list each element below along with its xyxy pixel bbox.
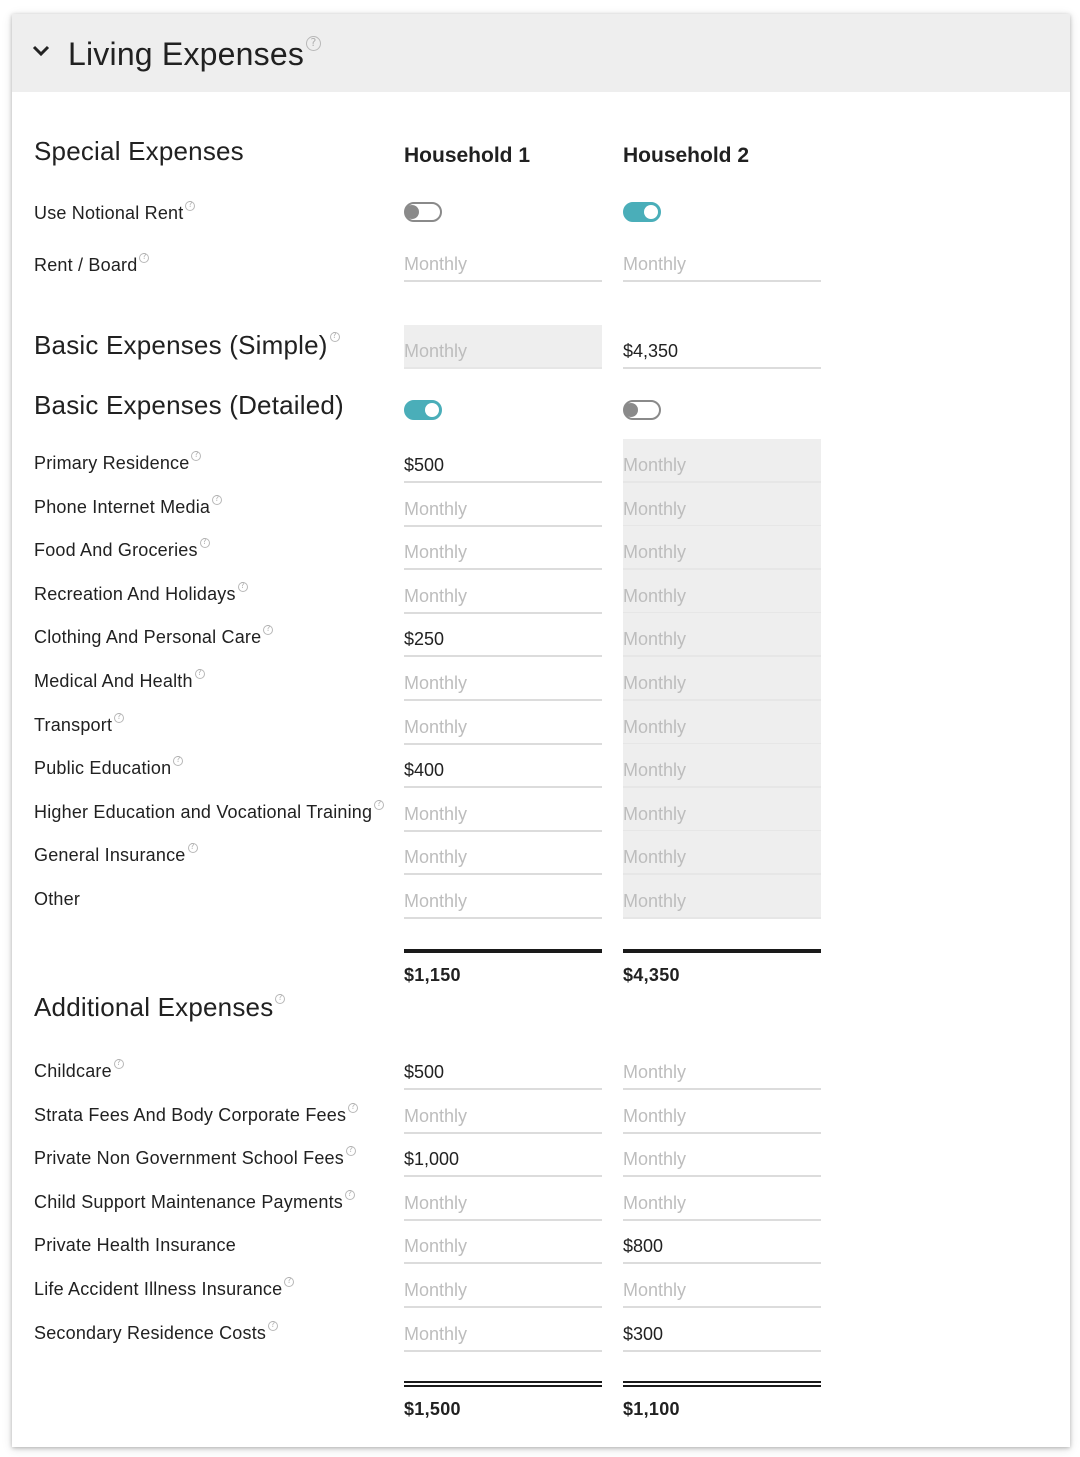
secondary-residence-costs-label: Secondary Residence Costs?	[34, 1323, 278, 1344]
help-icon[interactable]	[284, 1277, 294, 1287]
help-icon[interactable]	[114, 1059, 124, 1069]
additional-total-h1: $1,500	[404, 1399, 461, 1419]
higher-education-and-vocational-training-h2-input: Monthly	[623, 788, 821, 832]
help-icon[interactable]	[345, 1190, 355, 1200]
primary-residence-h2-input: Monthly	[623, 439, 821, 483]
basic-simple-title: Basic Expenses (Simple)?	[34, 330, 340, 361]
help-icon[interactable]	[173, 756, 183, 766]
private-non-government-school-fees-h1-input[interactable]: $1,000	[404, 1133, 602, 1177]
help-icon[interactable]	[185, 201, 195, 211]
basic-total-line-h1	[404, 949, 602, 953]
rent-board-h1-input[interactable]: Monthly	[404, 238, 602, 282]
primary-residence-label: Primary Residence?	[34, 453, 201, 474]
basic-simple-h1-input: Monthly	[404, 325, 602, 369]
notional-rent-toggle-h1[interactable]	[404, 202, 442, 222]
medical-and-health-h1-input[interactable]: Monthly	[404, 657, 602, 701]
additional-expenses-title: Additional Expenses?	[34, 992, 285, 1023]
transport-label: Transport?	[34, 715, 124, 736]
child-support-maintenance-payments-h2-input[interactable]: Monthly	[623, 1177, 821, 1221]
phone-internet-media-h2-input: Monthly	[623, 483, 821, 527]
clothing-and-personal-care-h1-input[interactable]: $250	[404, 613, 602, 657]
help-icon[interactable]	[139, 253, 149, 263]
child-support-maintenance-payments-h1-input[interactable]: Monthly	[404, 1177, 602, 1221]
food-and-groceries-h1-input[interactable]: Monthly	[404, 526, 602, 570]
clothing-and-personal-care-h2-input: Monthly	[623, 613, 821, 657]
rent-board-h2-input[interactable]: Monthly	[623, 238, 821, 282]
basic-detailed-toggle-h2[interactable]	[623, 400, 661, 420]
childcare-h2-input[interactable]: Monthly	[623, 1046, 821, 1090]
basic-total-h1: $1,150	[404, 965, 461, 985]
help-icon[interactable]	[238, 582, 248, 592]
recreation-and-holidays-label: Recreation And Holidays?	[34, 584, 248, 605]
recreation-and-holidays-h1-input[interactable]: Monthly	[404, 570, 602, 614]
private-health-insurance-h1-input[interactable]: Monthly	[404, 1220, 602, 1264]
help-icon[interactable]	[195, 669, 205, 679]
basic-detailed-title: Basic Expenses (Detailed)	[34, 390, 344, 420]
clothing-and-personal-care-label: Clothing And Personal Care?	[34, 627, 273, 648]
medical-and-health-h2-input: Monthly	[623, 657, 821, 701]
private-health-insurance-label: Private Health Insurance	[34, 1235, 236, 1256]
transport-h1-input[interactable]: Monthly	[404, 701, 602, 745]
childcare-label: Childcare?	[34, 1061, 124, 1082]
transport-h2-input: Monthly	[623, 701, 821, 745]
help-icon[interactable]	[188, 843, 198, 853]
recreation-and-holidays-h2-input: Monthly	[623, 570, 821, 614]
rent-board-label: Rent / Board?	[34, 255, 149, 276]
notional-rent-toggle-h2[interactable]	[623, 202, 661, 222]
additional-total-h2: $1,100	[623, 1399, 680, 1419]
food-and-groceries-h2-input: Monthly	[623, 526, 821, 570]
help-icon[interactable]	[306, 36, 321, 51]
basic-detailed-toggle-h1[interactable]	[404, 400, 442, 420]
strata-fees-and-body-corporate-fees-label: Strata Fees And Body Corporate Fees?	[34, 1105, 358, 1126]
help-icon[interactable]	[263, 625, 273, 635]
basic-total-line-h2	[623, 949, 821, 953]
private-non-government-school-fees-label: Private Non Government School Fees?	[34, 1148, 356, 1169]
higher-education-and-vocational-training-label: Higher Education and Vocational Training?	[34, 802, 384, 823]
phone-internet-media-h1-input[interactable]: Monthly	[404, 483, 602, 527]
life-accident-illness-insurance-label: Life Accident Illness Insurance?	[34, 1279, 294, 1300]
other-h2-input: Monthly	[623, 875, 821, 919]
phone-internet-media-label: Phone Internet Media?	[34, 497, 222, 518]
special-expenses-title: Special Expenses	[34, 136, 244, 166]
notional-rent-label: Use Notional Rent?	[34, 203, 195, 224]
life-accident-illness-insurance-h2-input[interactable]: Monthly	[623, 1264, 821, 1308]
header-title: Living Expenses	[68, 36, 305, 72]
private-health-insurance-h2-input[interactable]: $800	[623, 1220, 821, 1264]
childcare-h1-input[interactable]: $500	[404, 1046, 602, 1090]
public-education-label: Public Education?	[34, 758, 183, 779]
medical-and-health-label: Medical And Health?	[34, 671, 205, 692]
household-2-header: Household 2	[623, 144, 750, 167]
general-insurance-h1-input[interactable]: Monthly	[404, 831, 602, 875]
strata-fees-and-body-corporate-fees-h1-input[interactable]: Monthly	[404, 1090, 602, 1134]
life-accident-illness-insurance-h1-input[interactable]: Monthly	[404, 1264, 602, 1308]
other-label: Other	[34, 889, 81, 909]
living-expenses-card	[12, 14, 1070, 1447]
strata-fees-and-body-corporate-fees-h2-input[interactable]: Monthly	[623, 1090, 821, 1134]
public-education-h2-input: Monthly	[623, 744, 821, 788]
other-h1-input[interactable]: Monthly	[404, 875, 602, 919]
basic-simple-h2-input[interactable]: $4,350	[623, 325, 821, 369]
secondary-residence-costs-h2-input[interactable]: $300	[623, 1308, 821, 1352]
section-header[interactable]	[12, 14, 1070, 92]
higher-education-and-vocational-training-h1-input[interactable]: Monthly	[404, 788, 602, 832]
help-icon[interactable]	[346, 1146, 356, 1156]
help-icon[interactable]	[268, 1321, 278, 1331]
private-non-government-school-fees-h2-input[interactable]: Monthly	[623, 1133, 821, 1177]
help-icon[interactable]	[374, 800, 384, 810]
help-icon[interactable]	[200, 538, 210, 548]
household-1-header: Household 1	[404, 144, 531, 167]
child-support-maintenance-payments-label: Child Support Maintenance Payments?	[34, 1192, 355, 1213]
general-insurance-h2-input: Monthly	[623, 831, 821, 875]
additional-total-line-h1	[404, 1381, 602, 1387]
public-education-h1-input[interactable]: $400	[404, 744, 602, 788]
help-icon[interactable]	[191, 451, 201, 461]
help-icon[interactable]	[114, 713, 124, 723]
help-icon[interactable]	[212, 495, 222, 505]
secondary-residence-costs-h1-input[interactable]: Monthly	[404, 1308, 602, 1352]
chevron-down-icon[interactable]	[32, 44, 50, 58]
help-icon[interactable]	[348, 1103, 358, 1113]
primary-residence-h1-input[interactable]: $500	[404, 439, 602, 483]
food-and-groceries-label: Food And Groceries?	[34, 540, 210, 561]
help-icon[interactable]	[275, 994, 285, 1004]
help-icon[interactable]	[330, 332, 340, 342]
general-insurance-label: General Insurance?	[34, 845, 198, 866]
basic-total-h2: $4,350	[623, 965, 680, 985]
additional-total-line-h2	[623, 1381, 821, 1387]
